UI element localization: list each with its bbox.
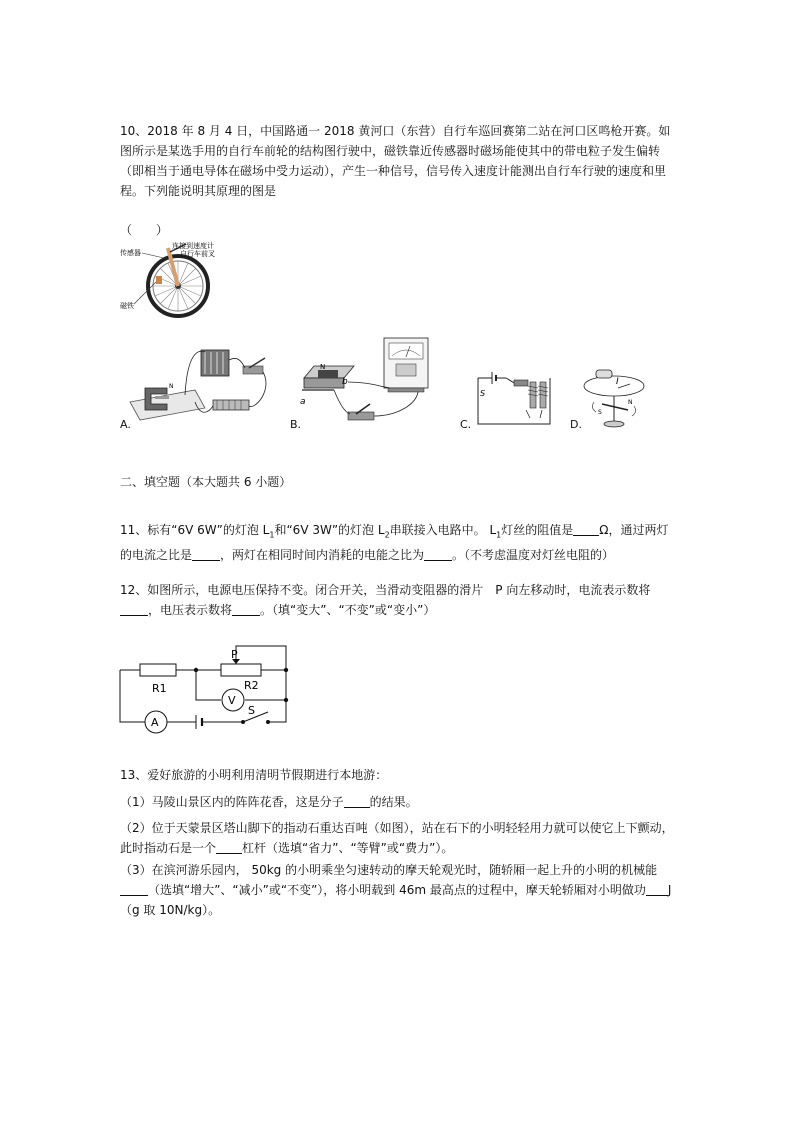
answer-blank[interactable] <box>192 546 220 561</box>
r1-label: R1 <box>152 682 167 695</box>
answer-blank[interactable] <box>573 521 599 536</box>
fork-label: 自行车前叉 <box>180 250 215 258</box>
option-b-a-label: a <box>300 397 306 407</box>
sensor-label: 传感器 <box>120 249 141 257</box>
option-b-n-label: N <box>320 363 326 371</box>
option-d-i-label: I <box>616 377 619 387</box>
magnet-label: 磁铁 <box>120 302 134 310</box>
option-b-b-label: b <box>342 377 348 387</box>
question-11-text: 11、标有“6V 6W”的灯泡 $L_1$和“6V 3W”的灯泡 $L_2$串联接入电路中。 $L_1$灯丝的阻值是 Ω，通过两灯的电流之比是 ，两灯在相同时间内消耗的电能之比为 。（不考虑温度对灯丝电阻的） <box>120 523 669 563</box>
question-13-part-3: （3）在滨河游乐园内， 50kg 的小明乘坐匀速转动的摩天轮观光时，随轿厢一起上升的小明的机械能（选填“增大”、“减小”或“不变”），将小明载到 46m 最高点的过程中，摩天轮轿厢对小明做功 J（g 取 10N/kg）。 <box>120 863 672 917</box>
option-c-label[interactable]: C. <box>460 418 472 431</box>
ammeter-label: A <box>151 716 159 729</box>
option-d-figure <box>578 364 648 432</box>
option-c-s-label: S <box>480 389 486 398</box>
bicycle-wheel-figure <box>120 242 230 320</box>
answer-blank[interactable] <box>216 839 242 854</box>
question-10-text: 10、2018 年 8 月 4 日，中国路通一 2018 黄河口（东营）自行车巡回赛第二站在河口区鸣枪开赛。如图所示是某选手用的自行车前轮的结构图行驶中，磁铁靠近传感器时磁场能使其中的带电粒子发生偏转（即相当于通电导体在磁场中受力运动），产生一种信号，信号传入速度计能测出自行车行驶的速度和里程。下列能说明其原理的图是 <box>120 124 671 198</box>
voltmeter-label: V <box>228 694 236 707</box>
answer-blank[interactable] <box>424 546 452 561</box>
question-13-intro: 13、爱好旅游的小明利用清明节假期进行本地游： <box>120 768 388 782</box>
question-12-text: 12、如图所示，电源电压保持不变。闭合开关，当滑动变阻器的滑片 P 向左移动时，电流表示数将，电压表示数将 。（填“变大”、“不变”或“变小”） <box>120 583 651 617</box>
answer-blank[interactable] <box>120 881 148 896</box>
option-a-figure <box>125 340 275 425</box>
slider-p-label: P <box>231 648 238 661</box>
switch-s-label: S <box>248 704 255 717</box>
to-meter-label: 连接到速度计 <box>172 242 214 250</box>
option-c-figure <box>470 366 560 430</box>
option-d-n-label: N <box>628 399 633 406</box>
answer-parentheses: （ ） <box>120 223 169 237</box>
r2-label: R2 <box>244 679 259 692</box>
option-a-label[interactable]: A. <box>120 418 131 431</box>
answer-blank[interactable] <box>232 601 260 616</box>
circuit-diagram <box>118 644 290 732</box>
question-13-part-1: （1）马陵山景区内的阵阵花香，这是分子 的结果。 <box>120 795 418 809</box>
answer-blank[interactable] <box>344 793 370 808</box>
option-d-s-label: S <box>598 409 602 416</box>
answer-blank[interactable] <box>646 881 668 896</box>
option-d-label[interactable]: D. <box>570 418 582 431</box>
svg-text:N: N <box>169 383 174 390</box>
answer-blank[interactable] <box>120 601 148 616</box>
option-b-figure <box>298 334 448 429</box>
section-2-heading: 二、填空题（本大题共 6 小题） <box>120 475 292 489</box>
question-13-part-2: （2）位于天蒙景区塔山脚下的指动石重达百吨（如图），站在石下的小明轻轻用力就可以使它上下颤动，此时指动石是一个 杠杆（选填“省力”、“等臂”或“费力”）。 <box>120 821 674 855</box>
option-b-label[interactable]: B. <box>290 418 302 431</box>
